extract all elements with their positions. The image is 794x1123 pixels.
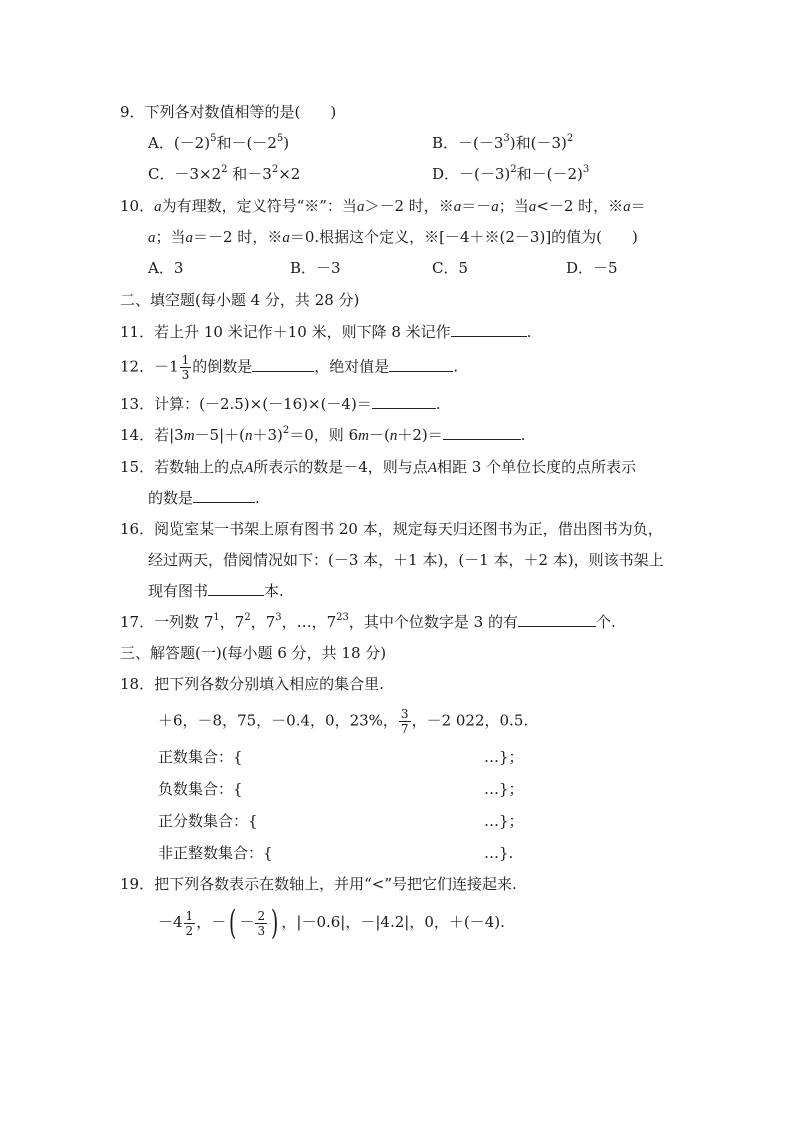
q16-line-1: 16．阅览室某一书架上原有图书 20 本，规定每天归还图书为正，借出图书为负， [120,520,663,538]
q19-fraction-2: $\frac{2}{3}$ [257,908,266,938]
q10-option-d: D．－5 [566,259,618,277]
q19-number-list: －4 $\frac{1}{2}$ ，－( － $\frac{2}{3}$ ) ，|－0.6|，－|4.2|，0，＋(－4). [158,903,505,943]
q12-reciprocal-blank[interactable] [252,357,314,372]
q17-answer-blank[interactable] [518,612,596,627]
q18-positive-set-label: 正数集合：{ [158,748,243,766]
q9-option-b: B．$-(-3^3)$和$(-3)^2$ [432,133,574,152]
q18-fraction: $\frac{3}{7}$ [400,707,409,736]
q18-positive-fraction-set-end: …}； [484,812,524,830]
q15-answer-blank[interactable] [193,488,255,503]
q11: 11．若上升 10 米记作＋10 米，则下降 8 米记作 . [120,323,532,341]
q15-line-2: 的数是 . [148,489,260,507]
q10-line-1: 10．a为有理数，定义符号“※”：当a＞－2 时，※a＝－a；当a<－2 时，※a＝ [120,197,646,215]
q13: 13．计算：(－2.5)×(－16)×(－4)＝ . [120,395,441,413]
q9-option-a: A．$(-2)^5$和$-(-2^5)$ [148,133,290,152]
section-2-heading: 二、填空题(每小题 4 分，共 28 分) [120,291,360,309]
q10-option-b: B．－3 [290,259,341,277]
q10-line-2: a；当a＝－2 时，※a＝0.根据这个定义，※[－4＋※(2－3)]的值为( ) [148,228,638,246]
q18-stem: 18．把下列各数分别填入相应的集合里. [120,675,384,693]
q13-answer-blank[interactable] [372,394,436,409]
q19-stem: 19．把下列各数表示在数轴上，并用“<”号把它们连接起来. [120,875,517,893]
q16-line-3: 现有图书 本. [148,582,284,600]
q18-positive-fraction-set-label: 正分数集合：{ [158,812,258,830]
q14-answer-blank[interactable] [443,425,521,440]
q18-nonpositive-integer-set-end: …}. [484,844,514,862]
q9-option-d: D．$-(-3)^2$和$-(-2)^3$ [432,164,590,183]
q16-line-2: 经过两天，借阅情况如下：(－3 本，＋1 本)，(－1 本，＋2 本)，则该书架上 [148,551,664,569]
q18-nonpositive-integer-set-label: 非正整数集合：{ [158,844,273,862]
q17: 17．一列数 $7^1$，$7^2$，$7^3$，…，$7^{23}$，其中个位数字是 3 的有 个. [120,612,616,631]
q15-line-1: 15．若数轴上的点A所表示的数是－4，则与点A相距 3 个单位长度的点所表示 [120,458,637,476]
q9-option-c: C．$-3\times 2^2$ 和$-3^2\times 2$ [148,164,301,183]
q19-fraction-1: $\frac{1}{2}$ [185,908,194,938]
q10-option-a: A．3 [148,259,184,277]
q11-answer-blank[interactable] [451,322,527,337]
q18-number-list: ＋6，－8，75，－0.4，0，23%， $\frac{3}{7}$ ，－2 022，0.5. [158,707,529,736]
q12-fraction: $\frac{1}{3}$ [181,353,190,382]
q18-negative-set-end: …}； [484,780,524,798]
q10-option-c: C．5 [432,259,469,277]
q16-answer-blank[interactable] [208,581,264,596]
section-3-heading: 三、解答题(一)(每小题 6 分，共 18 分) [120,644,387,662]
q9-stem: 9．下列各对数值相等的是( ) [120,103,337,121]
q12: 12．－1 $\frac{1}{3}$ 的倒数是 ，绝对值是 . [120,353,459,382]
q14: 14．若$|3m-5|+(n+3)^2=0$，则 6m－(n＋2)＝ . [120,425,526,444]
q18-negative-set-label: 负数集合：{ [158,780,243,798]
q18-positive-set-end: …}； [484,748,524,766]
q12-absolute-blank[interactable] [389,357,453,372]
